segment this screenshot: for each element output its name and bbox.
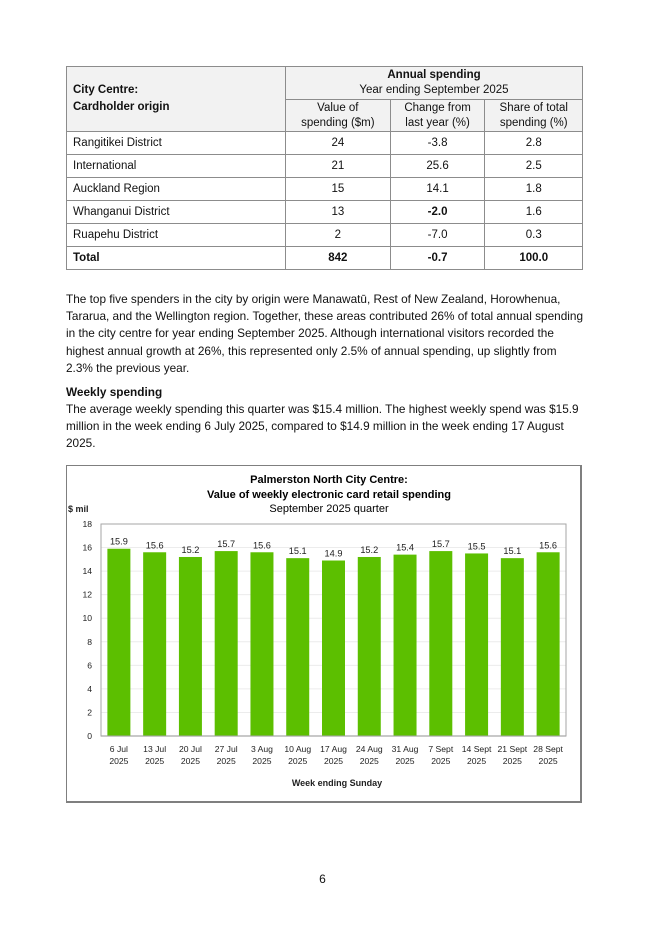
cell-origin: Total (67, 247, 286, 270)
x-tick-label-year: 2025 (252, 756, 272, 766)
cell-share: 1.8 (485, 178, 583, 201)
cell-value: 15 (286, 178, 391, 201)
table-row (67, 224, 583, 247)
y-tick-label: 10 (82, 613, 92, 624)
table-row (67, 132, 583, 155)
x-tick-label: 7 Sept (428, 744, 454, 754)
bar (286, 558, 309, 736)
bar (179, 557, 202, 736)
bar (250, 552, 273, 736)
x-tick-label-year: 2025 (395, 756, 415, 766)
x-tick-label: 17 Aug (320, 744, 347, 754)
cell-value: 842 (286, 247, 391, 270)
cell-share: 1.6 (485, 201, 583, 224)
x-tick-label-year: 2025 (288, 756, 308, 766)
header-group-subtitle: Year ending September 2025 (359, 84, 509, 96)
y-tick-label: 8 (87, 636, 92, 647)
header-share (485, 100, 583, 132)
cell-share: 2.5 (485, 155, 583, 178)
header-change (390, 100, 485, 132)
x-tick-label-year: 2025 (145, 756, 165, 766)
cell-origin: Rangitikei District (67, 132, 286, 155)
header-share-line2: spending (%) (499, 116, 568, 129)
header-change-line2: last year (%) (405, 116, 470, 129)
cell-change: 14.1 (390, 178, 485, 201)
x-tick-label: 3 Aug (250, 744, 273, 754)
data-label: 15.5 (467, 541, 486, 552)
cell-value: 13 (286, 201, 391, 224)
y-tick-label: 12 (82, 589, 92, 600)
y-tick-label: 14 (82, 566, 92, 577)
y-axis-label: $ mil (68, 504, 89, 514)
x-tick-label: 6 Jul (109, 744, 128, 754)
cell-origin: Whanganui District (67, 201, 286, 224)
cell-value: 2 (286, 224, 391, 247)
x-tick-label: 21 Sept (497, 744, 528, 754)
bars (107, 549, 559, 736)
weekly-spending-chart (66, 465, 582, 803)
data-label: 15.7 (217, 539, 236, 550)
data-label: 15.6 (539, 540, 558, 551)
x-tick-label: 10 Aug (284, 744, 312, 754)
data-label: 15.7 (431, 539, 450, 550)
header-value-line1: Value of (317, 101, 359, 114)
header-share-line1: Share of total (499, 101, 568, 114)
cell-change: -2.0 (390, 201, 485, 224)
bar (429, 551, 452, 736)
chart-title-line1: Palmerston North City Centre: (250, 474, 408, 486)
header-origin-line1: City Centre: (73, 84, 139, 96)
x-tick-label: 13 Jul (143, 744, 167, 754)
y-tick-label: 0 (87, 731, 92, 741)
cell-origin: Auckland Region (67, 178, 286, 201)
x-tick-label: 14 Sept (461, 744, 492, 754)
x-tick-label-year: 2025 (467, 756, 487, 766)
x-tick-label-year: 2025 (502, 756, 522, 766)
paragraph-weekly-spending: The average weekly spending this quarter was $15.4 million. The highest weekly spend was $15.9 million in the week ending 6 July 2025, compared to $14.9 million in the week ending 17 August 2025. (66, 402, 579, 451)
data-label: 15.2 (181, 544, 200, 555)
data-label: 15.2 (360, 544, 379, 555)
x-tick-label: 24 Aug (355, 744, 383, 754)
bar (394, 555, 417, 736)
cell-value: 24 (286, 132, 391, 155)
data-label: 15.6 (253, 540, 271, 551)
bar (322, 561, 345, 736)
chart-title-line2: Value of weekly electronic card retail spending (207, 489, 451, 501)
cell-change: -0.7 (390, 247, 485, 270)
chart-subtitle: September 2025 quarter (269, 503, 389, 515)
cell-origin: International (67, 155, 286, 178)
bar (465, 553, 488, 736)
x-tick-label-year: 2025 (323, 756, 344, 766)
header-value (286, 100, 391, 132)
x-tick-label-year: 2025 (431, 756, 451, 766)
header-cardholder-origin (67, 67, 286, 132)
cell-change: -3.8 (390, 132, 485, 155)
header-annual-spending (286, 67, 583, 100)
x-tick-label: 28 Sept (533, 744, 563, 754)
header-change-line1: Change from (404, 101, 471, 114)
data-label: 15.1 (503, 546, 522, 557)
bar (107, 549, 130, 736)
header-value-line2: spending ($m) (301, 116, 375, 129)
bar (537, 552, 560, 736)
y-tick-label: 6 (87, 660, 92, 671)
cell-share: 2.8 (485, 132, 583, 155)
x-tick-label: 27 Jul (214, 744, 238, 754)
cardholder-origin-table (66, 66, 583, 270)
bar (501, 558, 524, 736)
bar (358, 557, 381, 736)
x-tick-label: 20 Jul (178, 744, 202, 754)
data-label: 15.4 (396, 542, 414, 553)
bar (215, 551, 238, 736)
y-tick-label: 18 (82, 519, 92, 529)
cell-origin: Ruapehu District (67, 224, 286, 247)
data-label: 15.6 (145, 540, 164, 551)
table-row (67, 155, 583, 178)
x-tick-label-year: 2025 (216, 756, 236, 766)
cell-share: 0.3 (485, 224, 583, 247)
cell-share: 100.0 (485, 247, 583, 270)
cell-value: 21 (286, 155, 391, 178)
header-origin-line2: Cardholder origin (73, 101, 170, 113)
header-group-title: Annual spending (387, 69, 481, 81)
x-tick-label-year: 2025 (538, 756, 558, 766)
x-tick-label-year: 2025 (109, 756, 129, 766)
table-row (67, 201, 583, 224)
data-label: 14.9 (324, 548, 343, 559)
x-tick-label: 31 Aug (391, 744, 419, 754)
y-tick-label: 4 (87, 683, 92, 694)
chart-canvas (67, 466, 580, 801)
y-tick-label: 16 (82, 542, 92, 553)
cell-change: 25.6 (390, 155, 485, 178)
paragraph-top-spenders: The top five spenders in the city by origin were Manawatū, Rest of New Zealand, Horowhenua, Tararua, and the Wellington region. Together, these areas contributed 26% of total annual spending in the city centre for year ending September 2025. Although international visitors recorded the highest annual growth at 26%, this represented only 2.5% of annual spending, up slightly from 2.3% the previous year. (66, 292, 584, 375)
cell-change: -7.0 (390, 224, 485, 247)
x-tick-label-year: 2025 (180, 756, 200, 766)
table-total-row (67, 247, 583, 270)
y-axis-ticks (82, 519, 92, 741)
y-tick-label: 2 (87, 707, 92, 718)
table-row (67, 178, 583, 201)
data-label: 15.1 (288, 546, 307, 557)
x-tick-label-year: 2025 (359, 756, 379, 766)
bar (143, 552, 166, 736)
x-axis-ticks (109, 744, 563, 766)
x-axis-label: Week ending Sunday (291, 778, 383, 788)
data-label: 15.9 (109, 536, 128, 547)
section-heading-weekly-spending: Weekly spending (66, 385, 163, 399)
page-number: 6 (319, 872, 326, 886)
